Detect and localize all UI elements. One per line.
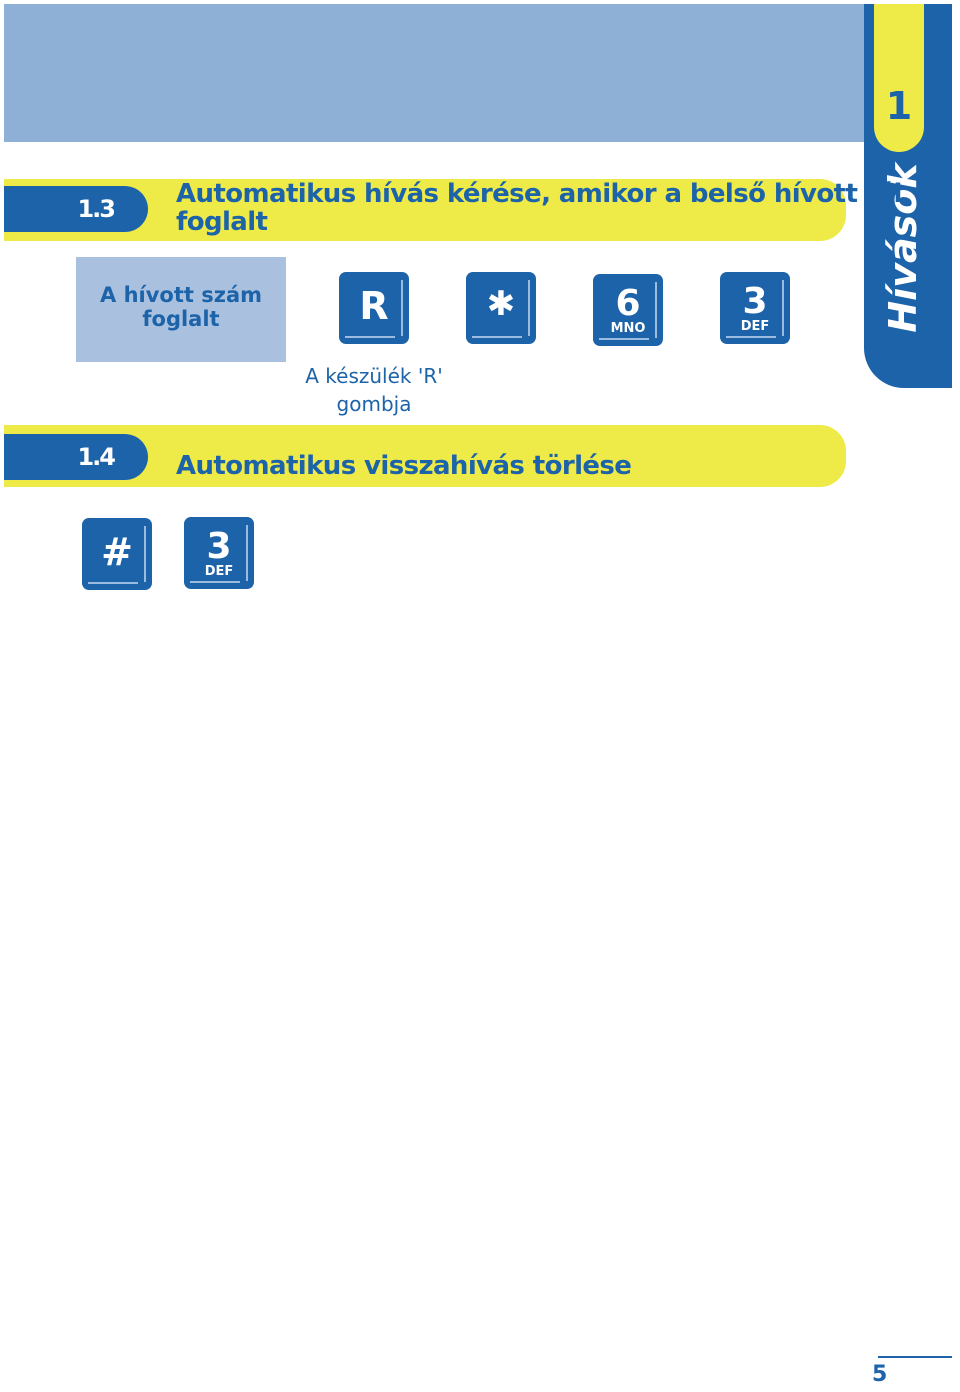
key-3-second xyxy=(184,517,254,589)
caption-line2: gombja xyxy=(336,392,412,416)
section-1-3-title xyxy=(176,180,902,236)
key-6-letters: MNO xyxy=(610,321,646,336)
key-3-letters: DEF xyxy=(740,319,770,334)
star-key-icon: ✱ xyxy=(486,284,516,324)
section-1-4-title: Automatikus visszahívás törlése xyxy=(176,451,632,481)
section-1-3-title-line1: Automatikus hívás kérése, amikor a belső hívott fél xyxy=(176,179,902,209)
page-number-rule xyxy=(878,1356,952,1358)
key-6-digit: 6 xyxy=(615,283,641,324)
section-1-3-number: 1.3 xyxy=(4,186,148,232)
key-3-digit: 3 xyxy=(742,281,768,322)
chapter-title: Hívások xyxy=(881,163,925,333)
key-3-second-letters: DEF xyxy=(204,564,234,579)
condition-box xyxy=(76,257,286,362)
key-3 xyxy=(720,272,790,344)
key-6 xyxy=(593,274,663,346)
section-1-3-title-line2: foglalt xyxy=(176,207,268,237)
page-number: 5 xyxy=(872,1362,888,1387)
condition-line1: A hívott szám xyxy=(100,283,262,307)
r-key xyxy=(339,272,409,344)
key-3-second-digit: 3 xyxy=(206,526,232,567)
star-key xyxy=(466,272,536,344)
chapter-number: 1 xyxy=(885,84,913,128)
hash-key-icon: # xyxy=(101,530,133,574)
hash-key xyxy=(82,518,152,590)
r-key-caption xyxy=(294,362,454,418)
condition-line2: foglalt xyxy=(142,307,220,331)
r-key-icon: R xyxy=(359,284,389,328)
caption-line1: A készülék 'R' xyxy=(305,364,443,388)
chapter-tab-number-area xyxy=(874,4,924,152)
section-1-4-number: 1.4 xyxy=(4,434,148,480)
header-band xyxy=(4,4,870,142)
